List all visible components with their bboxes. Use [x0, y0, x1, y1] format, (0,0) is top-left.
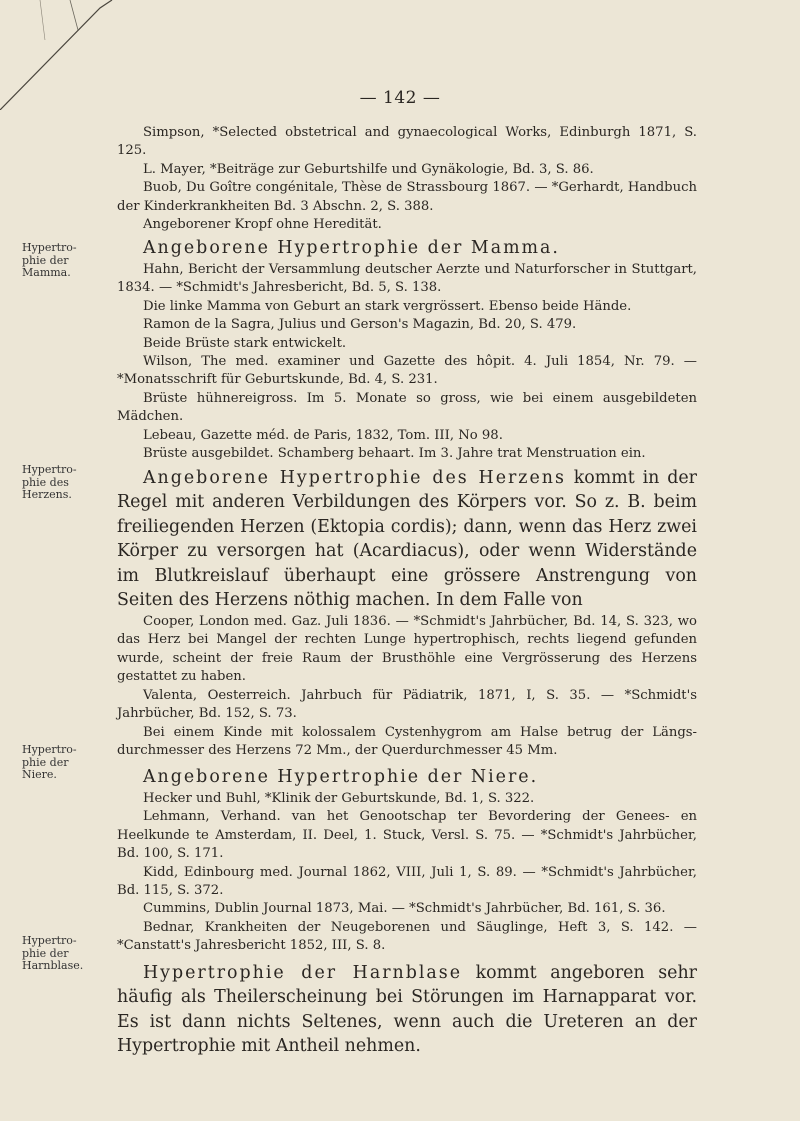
reference-block-kropf	[117, 124, 697, 234]
reference-entry: L. Mayer, *Beiträge zur Geburtshilfe und Gynäkologie, Bd. 3, S. 86.	[143, 161, 594, 177]
reference-note: Angeborener Kropf ohne Heredität.	[143, 217, 382, 233]
reference-block-mamma	[117, 261, 697, 463]
reference-entry: Cummins, Dublin Journal 1873, Mai. — *Schmidt's Jahrbücher, Bd. 161, S. 36.	[143, 901, 666, 917]
section-paragraph-herz: Angeborene Hypertrophie des Herzens kommt in der Regel mit anderen Verbildungen des Körpers vor. So z. B. beim freiliegenden Herzen (Ektopia cordis); dann, wenn das Herz zwei Körper zu versorgen hat (Acardiacus), oder wenn Widerstände im Blutkreislauf überhaupt eine grössere Anstrengung von Seiten des Herzens nöthig machen. In dem Falle von	[117, 467, 697, 611]
section-heading-herz: Angeborene Hypertrophie des Herzens	[143, 467, 566, 488]
reference-block-niere	[117, 790, 697, 956]
section-heading-niere: Angeborene Hypertrophie der Niere.	[143, 767, 539, 788]
reference-entry: Hecker und Buhl, *Klinik der Geburtskunde, Bd. 1, S. 322.	[143, 790, 535, 806]
reference-entry: Kidd, Edinbourg med. Journal 1862, VIII, Juli 1, S. 89. — *Schmidt's Jahrbücher, Bd. 115, S. 372.	[117, 864, 697, 898]
reference-note: Brüste hühnereigross. Im 5. Monate so gross, wie bei einem ausgebildeten Mädchen.	[117, 390, 697, 425]
margin-note-harnblase: Hypertro- phie der Harnblase.	[22, 934, 84, 972]
reference-note: Bei einem Kinde mit kolossalem Cystenhygrom am Halse betrug der Längs-durchmesser des Herzens 72 Mm., der Querdurchmesser 45 Mm.	[117, 724, 697, 758]
margin-note-mamma: Hypertro- phie der Mamma.	[22, 241, 77, 279]
reference-note: Brüste ausgebildet. Schamberg behaart. Im 3. Jahre trat Menstruation ein.	[143, 446, 646, 462]
reference-entry: Wilson, The med. examiner und Gazette des hôpit. 4. Juli 1854, Nr. 79. — *Monatsschrift für Geburtskunde, Bd. 4, S. 231.	[117, 354, 697, 388]
section-paragraph-harnblase: Hypertrophie der Harnblase kommt angeboren sehr häufig als Theilerscheinung bei Störungen im Harnapparat vor. Es ist dann nichts Seltenes, wenn auch die Ureteren an der Hypertrophie mit Antheil nehmen.	[117, 962, 697, 1057]
reference-entry: Buob, Du Goître congénitale, Thèse de Strassbourg 1867. — *Gerhardt, Handbuch der Kinderkrankheiten Bd. 3 Abschn. 2, S. 388.	[117, 180, 697, 214]
reference-entry: Bednar, Krankheiten der Neugeborenen und Säuglinge, Heft 3, S. 142. — *Canstatt's Jahresbericht 1852, III, S. 8.	[117, 919, 697, 954]
margin-note-herz: Hypertro- phie des Herzens.	[22, 463, 77, 501]
main-text	[117, 124, 697, 1059]
section-heading-mamma: Angeborene Hypertrophie der Mamma.	[143, 238, 560, 259]
reference-entry: Lebeau, Gazette méd. de Paris, 1832, Tom. III, No 98.	[143, 427, 503, 443]
section-heading-harnblase: Hypertrophie der Harnblase	[143, 962, 462, 983]
reference-entry: Hahn, Bericht der Versammlung deutscher Aerzte und Naturforscher in Stuttgart, 1834. — *Schmidt's Jahresbericht, Bd. 5, S. 138.	[117, 262, 697, 296]
reference-entry: Ramon de la Sagra, Julius und Gerson's Magazin, Bd. 20, S. 479.	[143, 317, 577, 333]
page-number: — 142 —	[359, 88, 441, 108]
reference-entry: Lehmann, Verhand. van het Genootschap ter Bevordering der Genees- en Heelkunde te Amsterdam, II. Deel, 1. Stuck, Versl. S. 75. — *Schmidt's Jahrbücher, Bd. 100, S. 171.	[117, 809, 697, 862]
margin-note-niere: Hypertro- phie der Niere.	[22, 743, 77, 781]
reference-entry: Cooper, London med. Gaz. Juli 1836. — *Schmidt's Jahrbücher, Bd. 14, S. 323, wo das Herz bei Mangel der rechten Lunge hypertrophisch, rechts liegend gefunden wurde, scheint der freie Raum der Brusthöhle eine Vergrösserung des Herzens gestattet zu haben.	[117, 614, 697, 685]
reference-entry: Simpson, *Selected obstetrical and gynaecological Works, Edinburgh 1871, S. 125.	[117, 125, 697, 159]
reference-note: Beide Brüste stark entwickelt.	[143, 335, 347, 351]
reference-entry: Valenta, Oesterreich. Jahrbuch für Pädiatrik, 1871, I, S. 35. — *Schmidt's Jahrbücher, Bd. 152, S. 73.	[117, 687, 697, 722]
reference-block-herz	[117, 613, 697, 760]
reference-note: Die linke Mamma von Geburt an stark vergrössert. Ebenso beide Hände.	[143, 298, 632, 314]
